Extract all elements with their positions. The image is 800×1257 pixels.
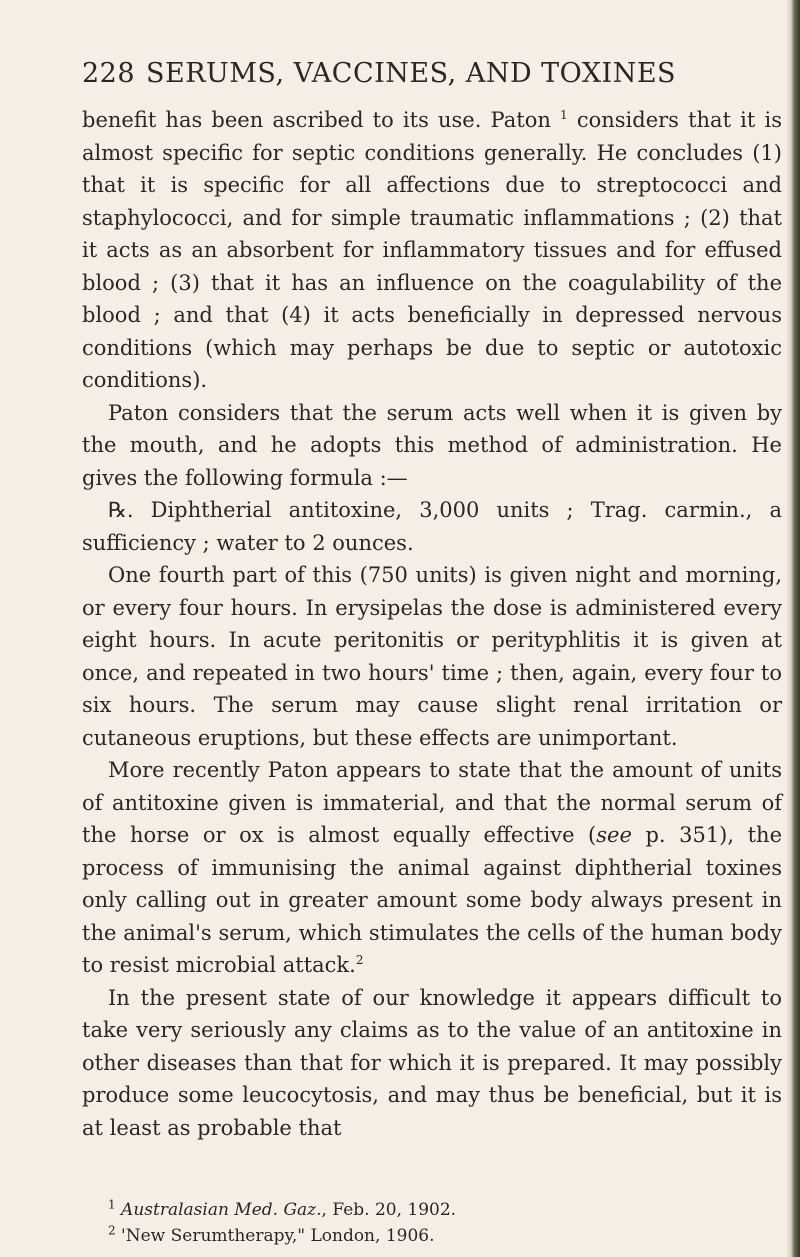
- footnote-ref-2: 2: [355, 953, 364, 967]
- paragraph-5: More recently Paton appears to state that the amount of units of antitoxine given is immaterial, and that the normal serum of the horse or ox is almost equally effective (see p. 351), the process of immunising the animal against diphtherial toxines only calling out in greater amount some body always present in the animal's serum, which stimulates the cells of the human body to resist microbial attack.$^2$: [82, 758, 782, 977]
- paragraph-1: benefit has been ascribed to its use. Paton $^1$ considers that it is almost specific for septic conditions generally. He concludes (1) that it is specific for all affections due to streptococci and staphylococci, and for simple traumatic inflammations ; (2) that it acts as an absorbent for inflammatory tissues and for effused blood ; (3) that it has an influence on the coagulability of the blood ; and that (4) it acts beneficially in depressed nervous conditions (which may perhaps be due to septic or autotoxic conditions).: [82, 108, 782, 392]
- page-edge: [786, 0, 800, 1257]
- page-number: 228: [82, 58, 136, 89]
- body-text: [82, 104, 782, 1144]
- footnote-2: $^2$ 'New Serumtherapy," London, 1906.: [108, 1223, 435, 1246]
- running-header: [82, 58, 732, 98]
- see-reference: see: [596, 823, 632, 847]
- paragraph-6: In the present state of our knowledge it appears difficult to take very seriously any claims as to the value of an antitoxine in other diseases than that for which it is prepared. It may possibly produce some leucocytosis, and may thus be beneficial, but it is at least as probable that: [82, 985, 782, 1140]
- paragraph-4: One fourth part of this (750 units) is given night and morning, or every four hours. In erysipelas the dose is administered every eight hours. In acute peritonitis or perityphlitis it is given at once, and repeated in two hours' time ; then, again, every four to six hours. The serum may cause slight renal irritation or cutaneous eruptions, but these effects are unimportant.: [82, 563, 782, 750]
- journal-title: Australasian Med. Gaz.: [121, 1200, 322, 1220]
- running-title: SERUMS, VACCINES, AND TOXINES: [146, 58, 677, 89]
- footnote-ref-1: 1: [560, 108, 568, 122]
- paragraph-2: Paton considers that the serum acts well when it is given by the mouth, and he adopts this method of administration. He gives the following formula :—: [82, 400, 782, 490]
- formula-paragraph: ℞. Diphtherial antitoxine, 3,000 units ; Trag. carmin., a sufficiency ; water to 2 ounces.: [82, 498, 782, 555]
- footnote-1: $^1$ Australasian Med. Gaz., Feb. 20, 1902.: [108, 1197, 457, 1220]
- footnotes: [82, 1197, 782, 1249]
